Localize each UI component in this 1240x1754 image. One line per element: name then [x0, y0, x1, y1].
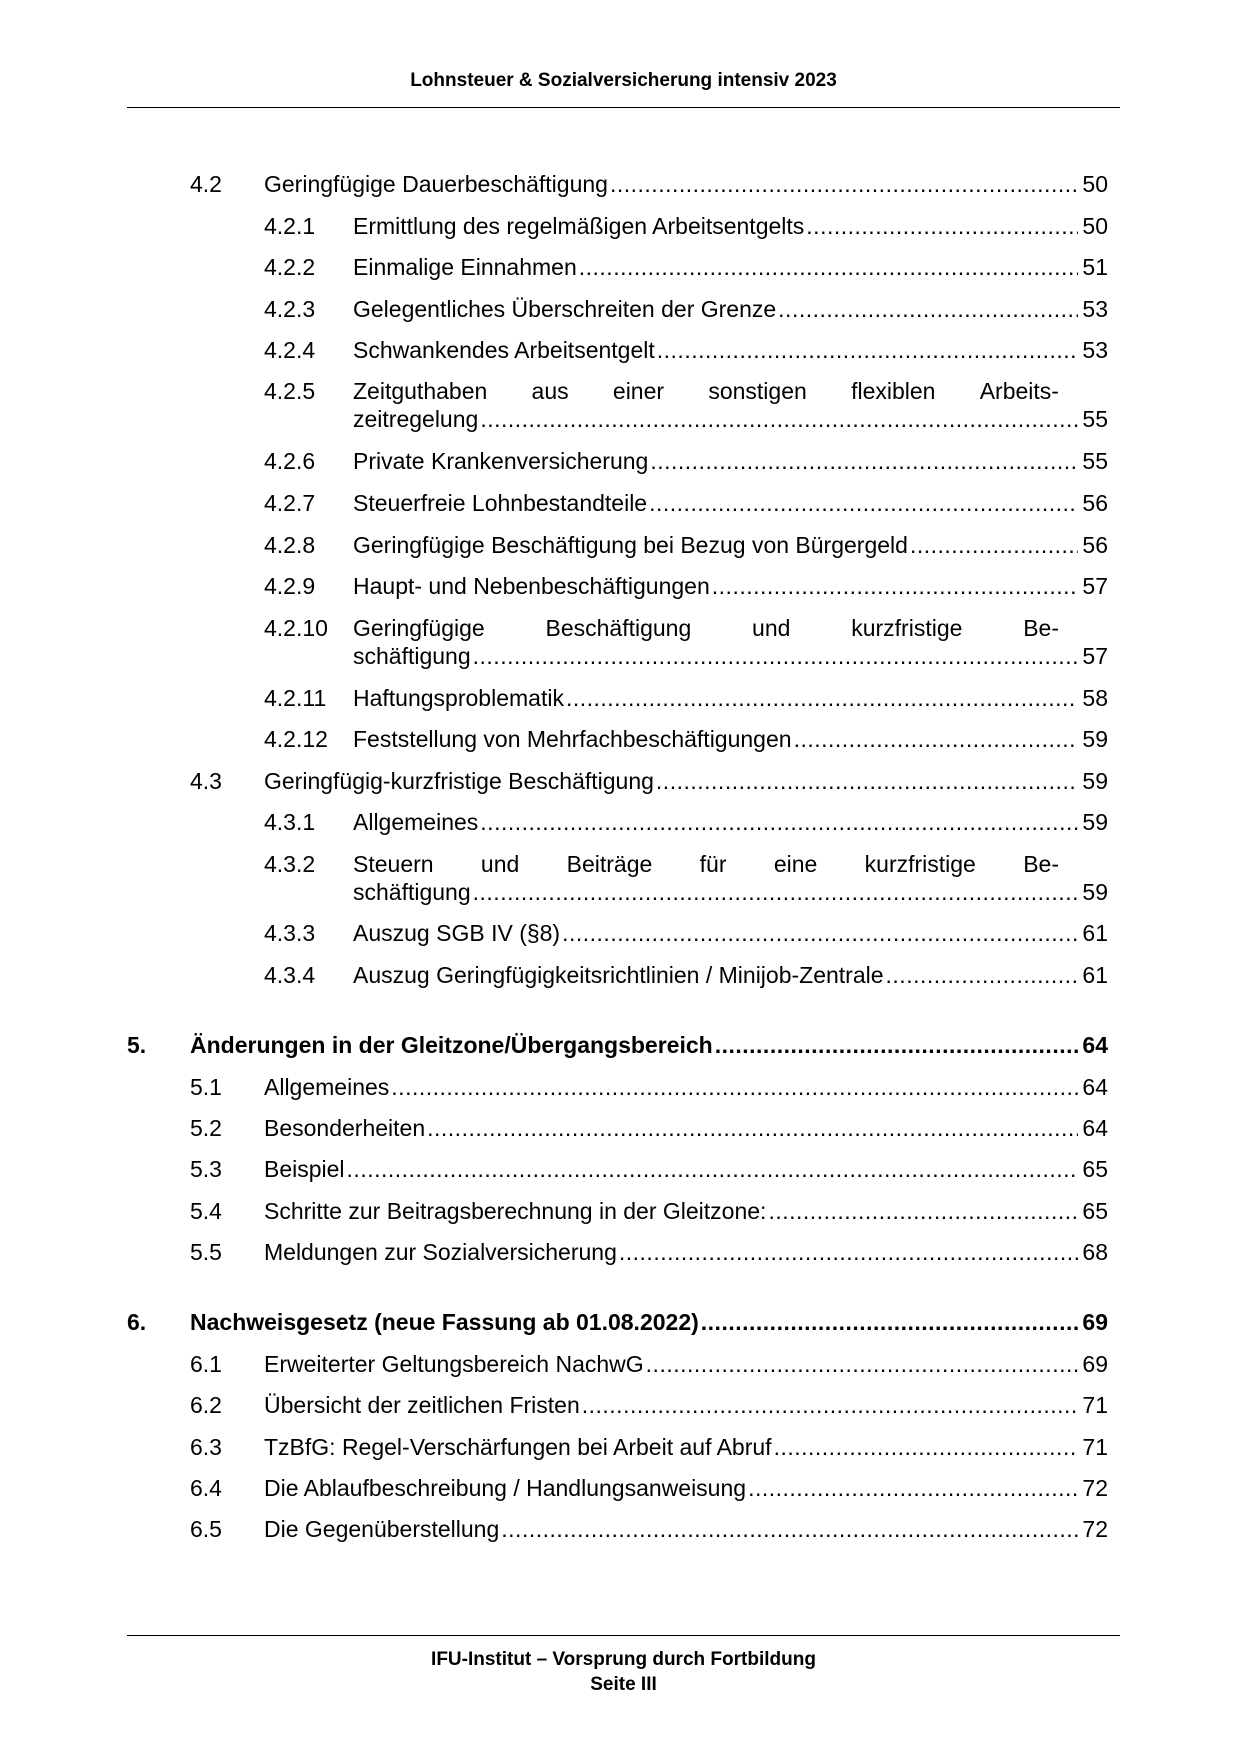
toc-entry-title: Schwankendes Arbeitsentgelt [353, 337, 655, 363]
toc-entry-number: 4.3.3 [264, 920, 316, 946]
toc-entry-page: 57 [1082, 643, 1108, 669]
toc-entry-page: 51 [1082, 254, 1108, 280]
toc-entry-page: 64 [1082, 1032, 1108, 1058]
toc-entry[interactable] [353, 877, 1108, 907]
toc-title-word: einer [612, 378, 665, 404]
dot-leader [425, 1113, 1078, 1143]
dot-leader [577, 252, 1079, 282]
toc-entry[interactable] [264, 1113, 1108, 1143]
dot-leader [699, 1307, 1079, 1337]
toc-entry-page: 69 [1082, 1309, 1108, 1335]
footer-institute: IFU-Institut – Vorsprung durch Fortbildung [431, 1649, 816, 1670]
toc-entry[interactable] [353, 211, 1108, 241]
toc-entry[interactable] [264, 1154, 1108, 1184]
toc-entry-title: Einmalige Einnahmen [353, 254, 577, 280]
toc-entry-page: 65 [1082, 1156, 1108, 1182]
toc-entry-title: zeitregelung [353, 406, 479, 432]
toc-entry-page: 59 [1082, 809, 1108, 835]
toc-entry-number: 6. [127, 1309, 147, 1335]
toc-title-word: eine [773, 851, 818, 877]
toc-entry-page: 53 [1082, 337, 1108, 363]
toc-entry-title: Erweiterter Geltungsbereich NachwG [264, 1351, 644, 1377]
toc-entry[interactable] [190, 1307, 1108, 1337]
toc-entry[interactable] [353, 918, 1108, 948]
toc-entry-title: Geringfügige Dauerbeschäftigung [264, 171, 608, 197]
toc-entry-page: 55 [1082, 448, 1108, 474]
toc-entry-number: 4.2.1 [264, 213, 316, 239]
toc-entry-page: 56 [1082, 490, 1108, 516]
toc-entry-page: 65 [1082, 1198, 1108, 1224]
toc-entry-page: 59 [1082, 726, 1108, 752]
toc-title-word: kurzfristige [851, 615, 963, 641]
toc-entry-number: 4.2.6 [264, 448, 316, 474]
toc-entry-page: 56 [1082, 532, 1108, 558]
toc-entry[interactable] [264, 169, 1108, 199]
toc-title-word: Zeitguthaben [353, 378, 488, 404]
toc-entry-number: 4.3.4 [264, 962, 316, 988]
toc-entry[interactable] [264, 1072, 1108, 1102]
toc-entry-number: 4.2.5 [264, 378, 316, 404]
dot-leader [772, 1432, 1079, 1462]
dot-leader [608, 169, 1078, 199]
toc-entry-title: Schritte zur Beitragsberechnung in der Gleitzone: [264, 1198, 767, 1224]
toc-entry[interactable] [264, 1432, 1108, 1462]
toc-entry-title: schäftigung [353, 879, 471, 905]
dot-leader [560, 918, 1078, 948]
toc-entry-number: 5.4 [190, 1198, 222, 1224]
toc-entry-title: Die Gegenüberstellung [264, 1516, 500, 1542]
toc-entry[interactable] [353, 683, 1108, 713]
dot-leader [471, 641, 1079, 671]
dot-leader [644, 1349, 1079, 1379]
toc-entry-title: Übersicht der zeitlichen Fristen [264, 1392, 580, 1418]
toc-entry-title: Ermittlung des regelmäßigen Arbeitsentgelts [353, 213, 805, 239]
toc-entry-number: 4.2.4 [264, 337, 316, 363]
toc-entry[interactable] [264, 1514, 1108, 1544]
toc-entry[interactable] [190, 1030, 1108, 1060]
toc-entry-title: Private Krankenversicherung [353, 448, 649, 474]
toc-title-word: flexiblen [851, 378, 936, 404]
toc-entry-page: 64 [1082, 1115, 1108, 1141]
toc-entry-title-line1 [353, 376, 1059, 406]
toc-entry-number: 5.2 [190, 1115, 222, 1141]
toc-entry-number: 4.3.2 [264, 851, 316, 877]
dot-leader [710, 571, 1079, 601]
dot-leader [647, 488, 1078, 518]
toc-entry-title: Meldungen zur Sozialversicherung [264, 1239, 617, 1265]
toc-entry-title: Auszug SGB IV (§8) [353, 920, 561, 946]
toc-entry-title: Die Ablaufbeschreibung / Handlungsanweisung [264, 1475, 747, 1501]
toc-entry-title: Beispiel [264, 1156, 345, 1182]
toc-entry-page: 61 [1082, 920, 1108, 946]
toc-title-word: Geringfügige [353, 615, 485, 641]
toc-entry-number: 4.3 [190, 768, 222, 794]
dot-leader [648, 446, 1078, 476]
toc-entry-number: 4.2.9 [264, 573, 316, 599]
toc-entry-page: 72 [1082, 1516, 1108, 1542]
dot-leader [792, 724, 1079, 754]
footer-page-number: Seite III [590, 1674, 657, 1695]
toc-entry-title: Geringfügige Beschäftigung bei Bezug von Bürgergeld [353, 532, 908, 558]
dot-leader [908, 530, 1078, 560]
toc-entry-number: 6.4 [190, 1475, 222, 1501]
toc-entry[interactable] [353, 724, 1108, 754]
toc-entry-page: 61 [1082, 962, 1108, 988]
toc-entry-page: 53 [1082, 296, 1108, 322]
dot-leader [884, 960, 1079, 990]
toc-entry-title: Änderungen in der Gleitzone/Übergangsbereich [190, 1032, 713, 1058]
toc-title-word: aus [531, 378, 569, 404]
toc-entry-page: 71 [1082, 1392, 1108, 1418]
toc-entry-title: schäftigung [353, 643, 471, 669]
dot-leader [389, 1072, 1078, 1102]
dot-leader [345, 1154, 1079, 1184]
toc-entry-number: 4.2.11 [264, 685, 327, 711]
toc-entry-title: Feststellung von Mehrfachbeschäftigungen [353, 726, 792, 752]
toc-entry-page: 64 [1082, 1074, 1108, 1100]
toc-entry[interactable] [353, 404, 1108, 434]
toc-entry-number: 4.2.3 [264, 296, 316, 322]
toc-entry[interactable] [264, 1196, 1108, 1226]
toc-entry[interactable] [353, 960, 1108, 990]
toc-entry-title: TzBfG: Regel-Verschärfungen bei Arbeit auf Abruf [264, 1434, 772, 1460]
toc-entry[interactable] [353, 807, 1108, 837]
toc-entry-title: Steuerfreie Lohnbestandteile [353, 490, 648, 516]
toc-title-word: Beiträge [566, 851, 653, 877]
toc-entry-page: 69 [1082, 1351, 1108, 1377]
toc-title-word: Be- [1023, 851, 1059, 877]
toc-entry-page: 50 [1082, 171, 1108, 197]
toc-title-word: kurzfristige [864, 851, 976, 877]
toc-entry-page: 59 [1082, 768, 1108, 794]
toc-entry[interactable] [353, 294, 1108, 324]
toc-title-word: Be- [1023, 615, 1059, 641]
toc-entry[interactable] [264, 1473, 1108, 1503]
toc-entry-number: 5. [127, 1032, 147, 1058]
toc-title-word: und [752, 615, 791, 641]
toc-title-word: Arbeits- [979, 378, 1059, 404]
toc-entry[interactable] [353, 488, 1108, 518]
toc-entry-page: 72 [1082, 1475, 1108, 1501]
toc-entry-page: 59 [1082, 879, 1108, 905]
toc-entry-number: 4.2.2 [264, 254, 316, 280]
dot-leader [654, 766, 1078, 796]
toc-entry-title: Allgemeines [264, 1074, 390, 1100]
toc-entry-title: Haftungsproblematik [353, 685, 564, 711]
dot-leader [713, 1030, 1079, 1060]
dot-leader [478, 807, 1078, 837]
toc-entry-page: 71 [1082, 1434, 1108, 1460]
dot-leader [746, 1473, 1078, 1503]
toc-entry-title: Nachweisgesetz (neue Fassung ab 01.08.2022) [190, 1309, 699, 1335]
dot-leader [471, 877, 1079, 907]
toc-entry[interactable] [264, 766, 1108, 796]
toc-title-word: Beschäftigung [545, 615, 692, 641]
toc-entry[interactable] [353, 252, 1108, 282]
page-footer [127, 1647, 1120, 1697]
toc-entry[interactable] [353, 530, 1108, 560]
toc-entry[interactable] [264, 1349, 1108, 1379]
toc-entry-number: 5.5 [190, 1239, 222, 1265]
toc-entry-number: 6.3 [190, 1434, 222, 1460]
footer-rule [127, 1635, 1120, 1636]
page-header: Lohnsteuer & Sozialversicherung intensiv 2023 [410, 70, 837, 91]
dot-leader [617, 1237, 1079, 1267]
toc-entry-title: Auszug Geringfügigkeitsrichtlinien / Minijob-Zentrale [353, 962, 884, 988]
toc-entry[interactable] [353, 641, 1108, 671]
toc-entry-page: 50 [1082, 213, 1108, 239]
toc-entry-number: 4.2.12 [264, 726, 328, 752]
toc-entry-page: 57 [1082, 573, 1108, 599]
toc-entry-number: 5.1 [190, 1074, 222, 1100]
dot-leader [478, 404, 1078, 434]
toc-entry-number: 6.5 [190, 1516, 222, 1542]
toc-entry[interactable] [353, 571, 1108, 601]
toc-entry[interactable] [353, 335, 1108, 365]
toc-title-word: sonstigen [708, 378, 807, 404]
toc-entry-title: Gelegentliches Überschreiten der Grenze [353, 296, 777, 322]
header-rule [127, 107, 1120, 108]
toc-title-word: Steuern [353, 851, 434, 877]
toc-entry-number: 6.1 [190, 1351, 222, 1377]
toc-entry-title: Allgemeines [353, 809, 479, 835]
toc-title-word: für [699, 851, 727, 877]
toc-entry-title-line1 [353, 849, 1059, 879]
dot-leader [655, 335, 1079, 365]
toc-entry-title-line1 [353, 613, 1059, 643]
toc-entry[interactable] [264, 1390, 1108, 1420]
dot-leader [804, 211, 1078, 241]
toc-entry[interactable] [353, 446, 1108, 476]
dot-leader [564, 683, 1078, 713]
toc-entry-number: 6.2 [190, 1392, 222, 1418]
dot-leader [499, 1514, 1078, 1544]
toc-entry-number: 4.3.1 [264, 809, 316, 835]
dot-leader [580, 1390, 1079, 1420]
toc-entry-number: 4.2.7 [264, 490, 316, 516]
toc-entry-number: 5.3 [190, 1156, 222, 1182]
toc-entry-page: 58 [1082, 685, 1108, 711]
toc-entry-title: Besonderheiten [264, 1115, 426, 1141]
toc-entry-number: 4.2 [190, 171, 222, 197]
toc-entry-page: 68 [1082, 1239, 1108, 1265]
toc-entry-number: 4.2.10 [264, 615, 328, 641]
dot-leader [776, 294, 1078, 324]
toc-entry-page: 55 [1082, 406, 1108, 432]
toc-entry-title: Haupt- und Nebenbeschäftigungen [353, 573, 710, 599]
toc-entry[interactable] [264, 1237, 1108, 1267]
toc-entry-number: 4.2.8 [264, 532, 316, 558]
dot-leader [766, 1196, 1078, 1226]
toc-entry-title: Geringfügig-kurzfristige Beschäftigung [264, 768, 654, 794]
toc-title-word: und [480, 851, 520, 877]
